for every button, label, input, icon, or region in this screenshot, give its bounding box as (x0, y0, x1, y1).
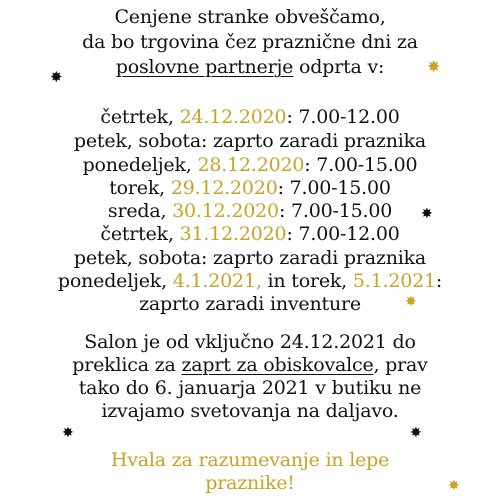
schedule-day: četrtek, (100, 223, 180, 245)
schedule-day: sreda, (107, 200, 173, 222)
salon-line-4: izvajamo svetovanja na daljavo. (101, 400, 399, 422)
intro-line-3-rest: odprta v: (293, 56, 385, 78)
schedule-date: 29.12.2020 (170, 177, 278, 199)
schedule-date: 28.12.2020 (197, 154, 305, 176)
salon-line-3: tako do 6. januarja 2021 v butiku ne (78, 377, 422, 399)
inventory-closed-line: zaprto zaradi inventure (139, 293, 361, 315)
schedule-date: 30.12.2020 (172, 200, 279, 222)
salon-line-2-post: , prav (373, 354, 428, 376)
inventory-middle: in torek, (261, 270, 353, 292)
schedule-row (0, 177, 500, 199)
salon-line-2-pre: preklica za (72, 354, 182, 376)
intro-line-2: da bo trgovina čez praznične dni za (82, 31, 418, 53)
schedule-day: petek, sobota: zaprto zaradi praznika (73, 247, 427, 269)
intro-line-3 (0, 56, 500, 78)
schedule-hours: : 7.00-15.00 (304, 154, 418, 176)
inventory-prefix: ponedeljek, (57, 270, 173, 292)
schedule-day: četrtek, (100, 106, 180, 128)
schedule-hours: : 7.00-12.00 (286, 106, 400, 128)
snowflake-star-icon: ✸ (448, 478, 460, 494)
salon-line-2 (0, 354, 500, 376)
closed-for-visitors-link[interactable]: zaprt za obiskovalce (181, 354, 374, 376)
snowflake-star-icon: ✸ (50, 68, 63, 86)
closing-line-2: praznike! (205, 472, 295, 494)
schedule-hours: : 7.00-15.00 (277, 177, 391, 199)
inventory-date-1: 4.1.2021, (172, 270, 262, 292)
schedule-day: torek, (109, 177, 171, 199)
business-partners-link[interactable]: poslovne partnerje (115, 56, 294, 78)
schedule-date: 31.12.2020 (179, 223, 287, 245)
closing-line-1: Hvala za razumevanje in lepe (110, 449, 390, 471)
schedule-hours: : 7.00-15.00 (278, 200, 393, 222)
schedule-hours: : 7.00-12.00 (286, 223, 400, 245)
schedule-row (0, 247, 500, 269)
snowflake-star-icon: ✸ (427, 57, 441, 76)
snowflake-star-icon: ✸ (410, 425, 422, 441)
schedule-row (0, 154, 500, 176)
inventory-row (0, 270, 500, 292)
schedule-day: petek, sobota: zaprto zaradi praznika (73, 130, 427, 152)
schedule-row (0, 106, 500, 128)
schedule-row (0, 130, 500, 152)
salon-line-1: Salon je od vključno 24.12.2021 do (84, 331, 416, 353)
inventory-date-2: 5.1.2021 (352, 270, 436, 292)
intro-line-1: Cenjene stranke obveščamo, (114, 6, 386, 28)
inventory-suffix: : (435, 270, 443, 292)
snowflake-star-icon: ✸ (62, 425, 74, 441)
schedule-date: 24.12.2020 (179, 106, 287, 128)
snowflake-star-icon: ✸ (405, 294, 417, 310)
snowflake-star-icon: ✸ (421, 206, 433, 222)
schedule-day: ponedeljek, (82, 154, 198, 176)
schedule-row (0, 223, 500, 245)
